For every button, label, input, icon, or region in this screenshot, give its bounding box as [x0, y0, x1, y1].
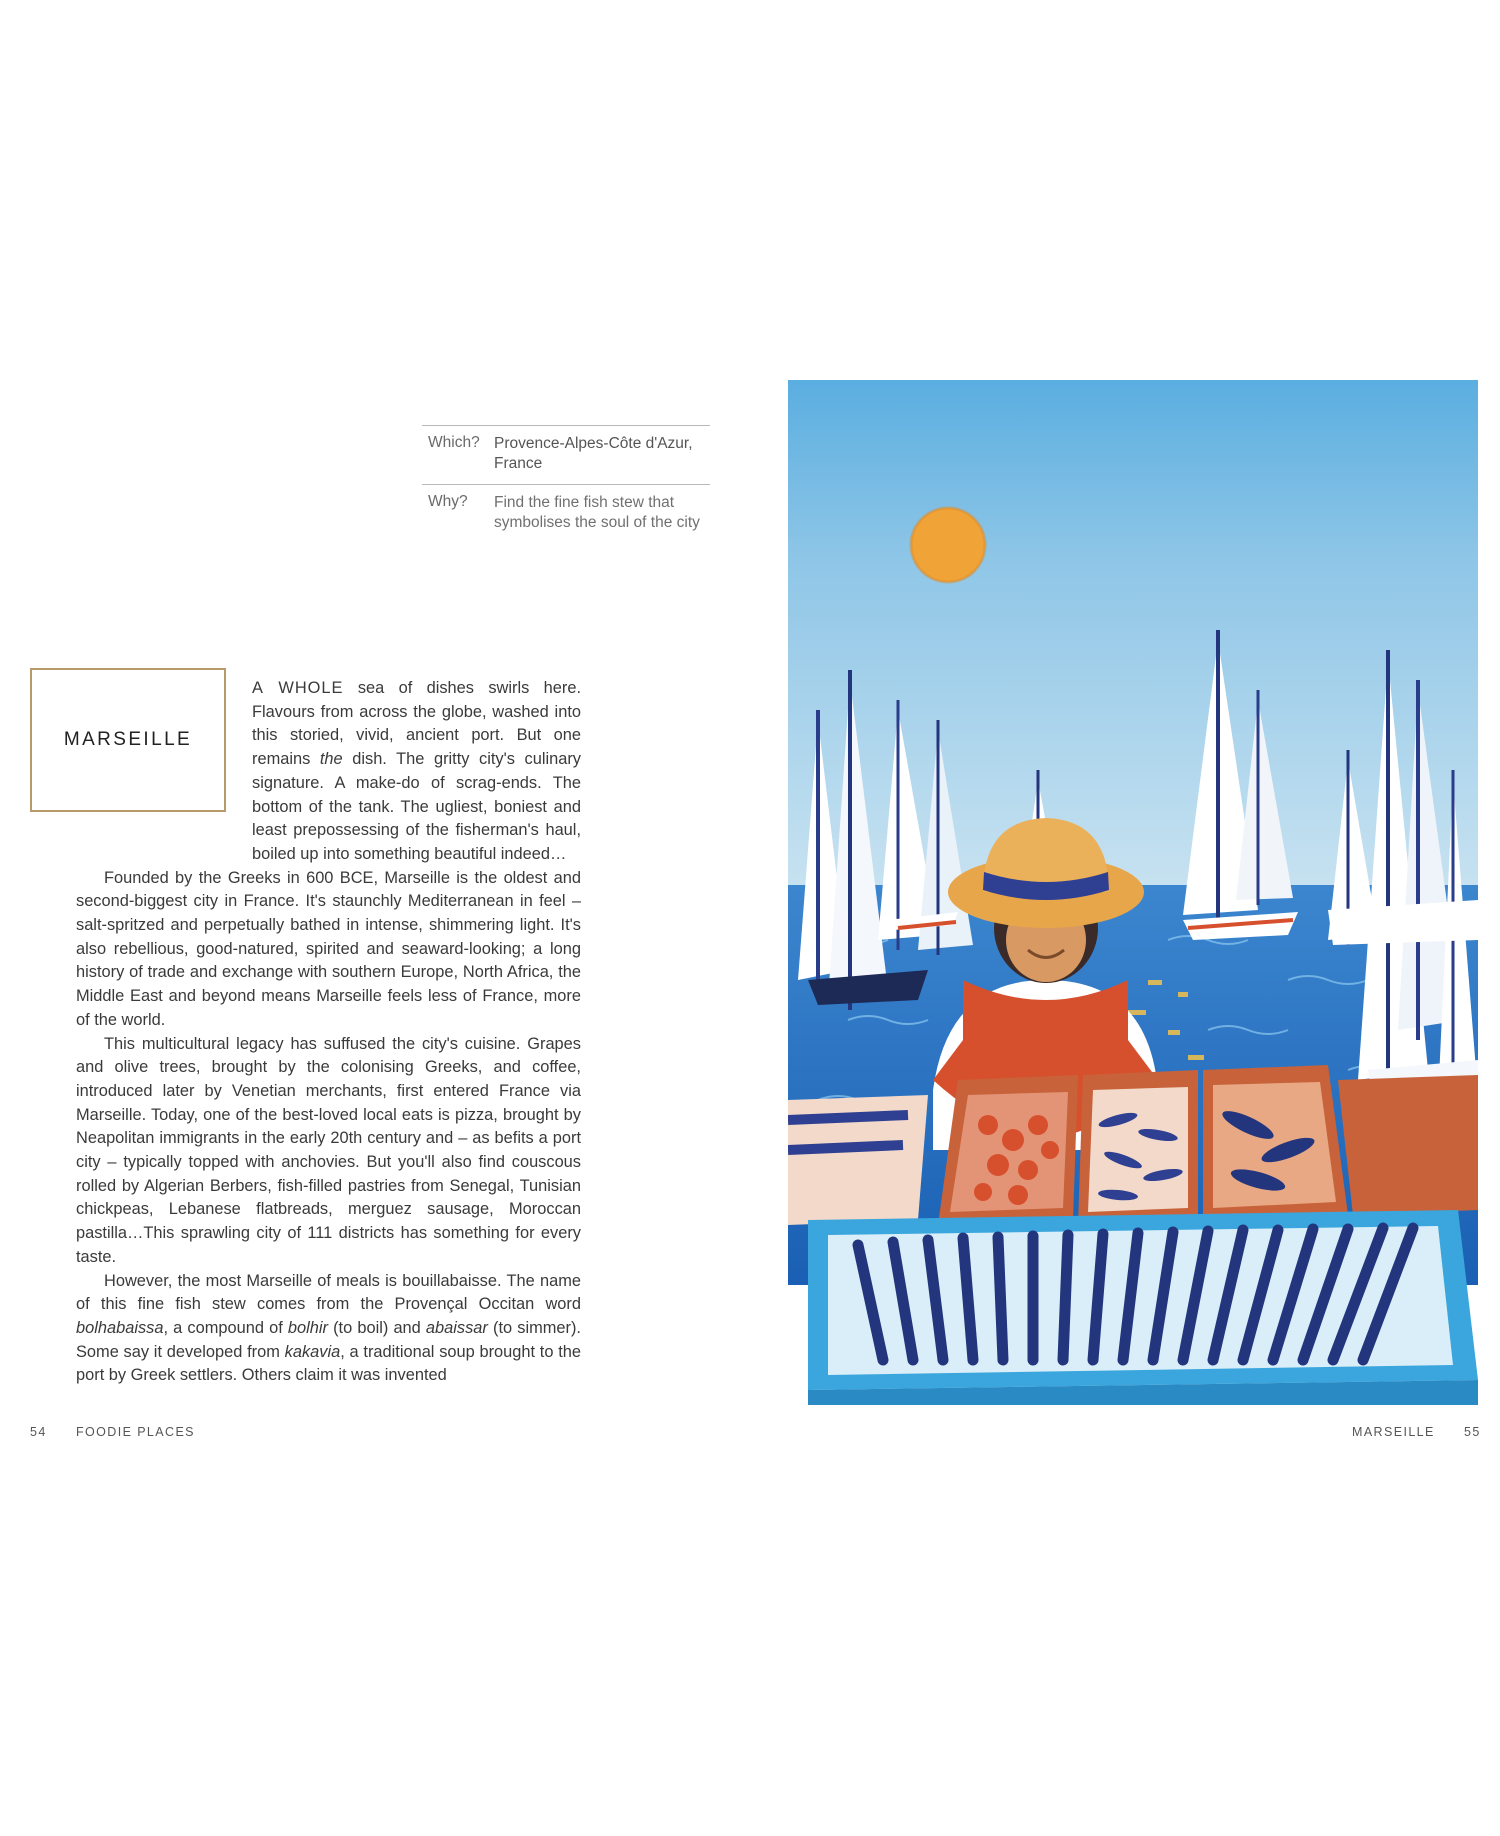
illustration-svg	[788, 380, 1478, 1405]
italic-term: kakavia	[284, 1342, 341, 1361]
paragraph-4-text-b: , a compound of	[163, 1318, 288, 1337]
info-row-why	[422, 484, 710, 543]
running-head-left: FOODIE PLACES	[76, 1425, 195, 1439]
body-text	[76, 677, 581, 1388]
paragraph-2: Founded by the Greeks in 600 BCE, Marseille is the oldest and second-biggest city in France. It's staunchly Mediterranean in feel – salt-spritzed and perpetually bathed in intense, shimmering light. It's also rebellious, good-natured, spirited and seaward-looking; a long history of trade and exchange with southern Europe, North Africa, the Middle East and beyond means Marseille feels less of France, more of the world.	[76, 868, 581, 1029]
harbour-illustration	[788, 380, 1478, 1405]
chapter-title: MARSEILLE	[63, 729, 193, 750]
info-table	[422, 425, 710, 543]
info-label-which: Which?	[428, 434, 480, 451]
title-box-spacer	[76, 677, 252, 843]
paragraph-4	[76, 1270, 581, 1389]
paragraph-4-text-c: (to boil) and	[327, 1318, 426, 1337]
paragraph-1-end: dish. The gritty city's culinary signature. A make-do of scrag-ends. The bottom of the tank. The ugliest, boniest and least prepossessing of the fisherman's haul, boiled up into something beautiful indeed…	[252, 750, 581, 863]
info-value-why: Find the fine fish stew that symbolises the soul of the city	[494, 494, 700, 531]
info-label-why: Why?	[428, 493, 468, 510]
page-number-left: 54	[30, 1425, 47, 1439]
lead-in: A WHOLE	[252, 679, 344, 697]
italic-term: bolhir	[287, 1318, 328, 1337]
paragraph-3: This multicultural legacy has suffused the city's cuisine. Grapes and olive trees, brought by the colonising Greeks, and coffee, introduced later by Venetian merchants, first entered France via Marseille. Today, one of the best-loved local eats is pizza, brought by Neapolitan immigrants in the early 20th century and – as befits a port city – typically topped with anchovies. But you'll also find couscous rolled by Algerian Berbers, fish-filled pastries from Senegal, Tunisian chickpeas, Lebanese flatbreads, merguez sausage, Moroccan pastilla…This sprawling city of 111 districts has something for every taste.	[76, 1034, 581, 1266]
page-number-right: 55	[1464, 1425, 1481, 1439]
paragraph-1-text: sea of dishes swirls here. Flavours from across the globe, washed into this storied, vivid, ancient port. But one remains	[252, 679, 582, 769]
italic-term: abaissar	[425, 1318, 488, 1337]
running-head-right: MARSEILLE	[1352, 1425, 1435, 1439]
info-row-which	[422, 425, 710, 484]
paragraph-1-italic: the	[319, 750, 343, 769]
italic-term: bolhabaissa	[76, 1318, 164, 1337]
paragraph-4-text-e: , a traditional soup brought to the port by Greek settlers. Others claim it was invented	[76, 1342, 582, 1385]
fish-tray	[808, 1210, 1478, 1405]
paragraph-4-text-d: (to simmer). Some say it developed from	[76, 1318, 581, 1361]
info-value-which: Provence-Alpes-Côte d'Azur, France	[494, 435, 693, 472]
paragraph-4-text-a: However, the most Marseille of meals is bouillabaisse. The name of this fine fish stew comes from the Provençal Occitan word	[76, 1271, 581, 1314]
